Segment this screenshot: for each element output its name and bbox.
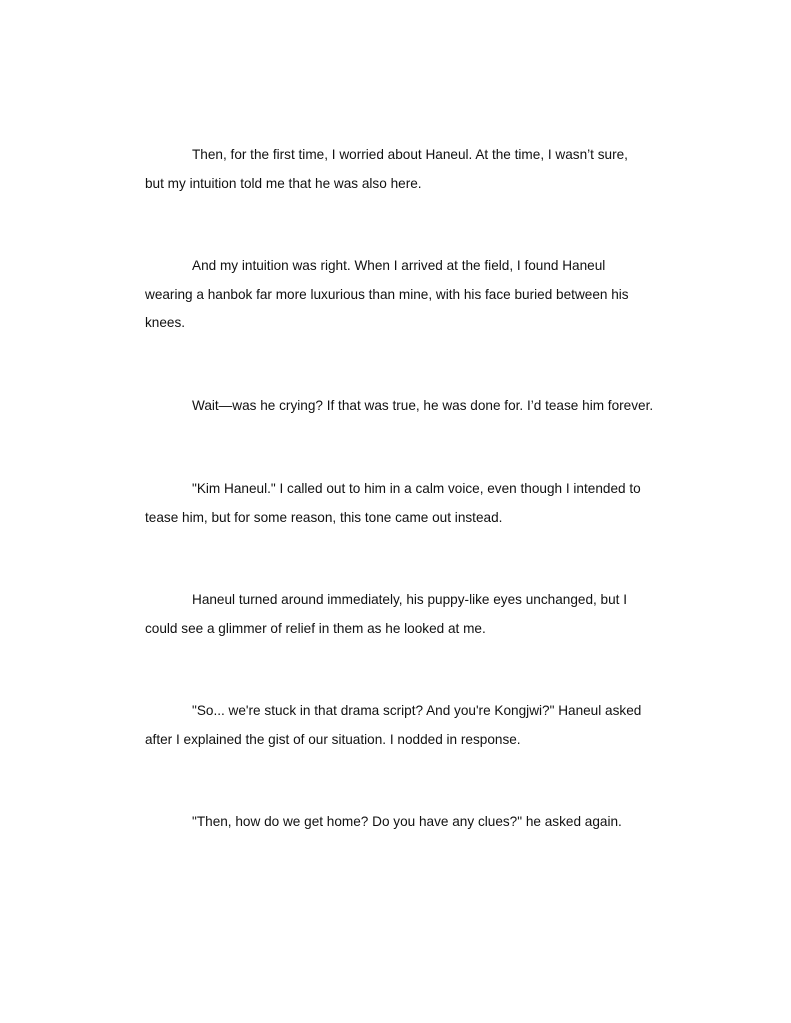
paragraph-5 (145, 586, 685, 643)
paragraph-line: And my intuition was right. When I arrived at the field, I found Haneul (192, 258, 606, 273)
paragraph-line: could see a glimmer of relief in them as he looked at me. (145, 620, 486, 636)
paragraph-line: Then, for the first time, I worried about Haneul. At the time, I wasn’t sure, (192, 147, 628, 162)
paragraph-6 (145, 697, 685, 754)
paragraph-1 (145, 141, 685, 198)
paragraph-line: Haneul turned around immediately, his puppy-like eyes unchanged, but I (192, 592, 628, 607)
paragraph-line: "So... we're stuck in that drama script? And you're Kongjwi?" Haneul asked (192, 703, 642, 718)
paragraph-2 (145, 252, 685, 338)
paragraph-line: tease him, but for some reason, this tone came out instead. (145, 509, 503, 525)
paragraph-line: wearing a hanbok far more luxurious than mine, with his face buried between his (145, 286, 629, 302)
paragraph-7 (145, 808, 685, 837)
paragraph-3 (145, 392, 685, 421)
paragraph-line: knees. (145, 315, 186, 330)
paragraph-line: "Kim Haneul." I called out to him in a calm voice, even though I intended to (192, 481, 641, 496)
paragraph-line: "Then, how do we get home? Do you have any clues?" he asked again. (192, 814, 622, 829)
paragraph-line: Wait—was he crying? If that was true, he was done for. I’d tease him forever. (192, 398, 654, 413)
paragraph-4 (145, 475, 685, 532)
paragraph-line: but my intuition told me that he was also here. (145, 175, 422, 191)
paragraph-line: after I explained the gist of our situation. I nodded in response. (145, 731, 521, 747)
